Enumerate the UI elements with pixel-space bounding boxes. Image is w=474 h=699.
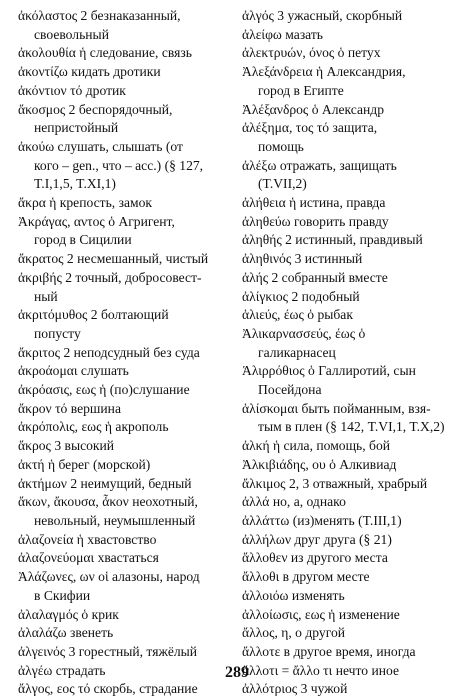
- entry-headline: ἀκόντιον τό дротик: [18, 82, 126, 98]
- dictionary-entry: [242, 306, 464, 325]
- dictionary-entry: [18, 418, 236, 437]
- entry-headline: ἁλιεύς, έως ὁ рыбак: [242, 307, 353, 323]
- dictionary-entry: [18, 400, 236, 419]
- entry-headline: ἀληθινός 3 истинный: [242, 251, 363, 267]
- dictionary-entry: [18, 250, 236, 269]
- dictionary-entry: [242, 587, 464, 606]
- entry-headline: ἀκρόπολις, εως ἡ акрополь: [18, 419, 169, 435]
- entry-headline: ἀλλότριος 3 чужой: [242, 681, 348, 697]
- dictionary-entry: [242, 400, 464, 437]
- dictionary-entry: [18, 606, 236, 625]
- entry-headline: ἀλαλάζω звенеть: [18, 625, 114, 641]
- entry-continuation: тым в плен (§ 142, T.VI,1, T.X,2): [258, 419, 445, 435]
- entry-headline: ἀλλά но, а, однако: [242, 494, 346, 510]
- dictionary-entry: [242, 549, 464, 568]
- entry-continuation: галикарнасец: [258, 344, 336, 360]
- entry-continuation: ный: [34, 288, 58, 304]
- dictionary-entry: [242, 606, 464, 625]
- dictionary-entry: [18, 306, 236, 343]
- dictionary-entry: [242, 643, 464, 662]
- entry-continuation: (T.VII,2): [258, 176, 307, 192]
- entry-headline: ἄκριτος 2 неподсудный без суда: [18, 344, 200, 360]
- entry-headline: ἄκρος 3 высокий: [18, 438, 115, 454]
- entry-headline: ἀκριτόμυθος 2 болтающий: [18, 307, 169, 323]
- dictionary-entry: [242, 101, 464, 120]
- dictionary-entry: [18, 680, 236, 699]
- entry-headline: Ἁλιρρόθιος ὁ Галлиротий, сын: [242, 363, 416, 379]
- dictionary-entry: [242, 157, 464, 194]
- dictionary-entry: [242, 512, 464, 531]
- entry-headline: ἀλλήλων друг друга (§ 21): [242, 531, 392, 547]
- dictionary-entry: [18, 213, 236, 250]
- entry-continuation: непристойный: [34, 120, 119, 136]
- entry-headline: ἀκτή ἡ берег (морской): [18, 456, 151, 472]
- entry-continuation: кого – gen., что – acc.) (§ 127,: [34, 157, 204, 173]
- entry-headline: ἀλλοιόω изменять: [242, 587, 345, 603]
- dictionary-entry: [242, 493, 464, 512]
- dictionary-entry: [18, 82, 236, 101]
- right-column: [242, 7, 464, 699]
- entry-headline: ἄλλοθεν из другого места: [242, 550, 388, 566]
- dictionary-entry: [242, 63, 464, 100]
- entry-headline: ἄλλοτι = ἄλλο τι нечто иное: [242, 662, 400, 678]
- dictionary-entry: [242, 194, 464, 213]
- entry-headline: ἄκρατος 2 несмешанный, чистый: [18, 251, 209, 267]
- entry-continuation: невольный, неумышленный: [34, 512, 196, 528]
- dictionary-entry: [242, 362, 464, 399]
- dictionary-entry: [242, 250, 464, 269]
- entry-headline: ἀλέξω отражать, защищать: [242, 157, 397, 173]
- entry-headline: ἀλαλαγμός ὁ крик: [18, 606, 119, 622]
- entry-headline: ἄλγος, εος τό скорбь, страдание: [18, 681, 198, 697]
- entry-continuation: своевольный: [34, 26, 109, 42]
- dictionary-entry: [18, 101, 236, 138]
- entry-headline: Ἀλεξάνδρεια ἡ Александрия,: [242, 64, 406, 80]
- dictionary-entry: [18, 475, 236, 494]
- entry-headline: ἀκολουθία ἡ следование, связь: [18, 45, 192, 61]
- dictionary-entry: [18, 63, 236, 82]
- dictionary-entry: [18, 437, 236, 456]
- dictionary-entry: [242, 231, 464, 250]
- dictionary-entry: [242, 213, 464, 232]
- entry-continuation: город в Сицилии: [34, 232, 132, 248]
- page-number: 289: [225, 664, 249, 681]
- entry-headline: ἀκόλαστος 2 безнаказанный,: [18, 8, 181, 23]
- entry-headline: ἄλλοτε в другое время, иногда: [242, 643, 416, 659]
- entry-headline: ἄκρον τό вершина: [18, 400, 121, 416]
- entry-headline: ἄκοσμος 2 беспорядочный,: [18, 101, 173, 117]
- entry-headline: ἀλήθεια ἡ истина, правда: [242, 195, 386, 211]
- dictionary-entry: [18, 194, 236, 213]
- dictionary-entry: [18, 531, 236, 550]
- entry-headline: ἄκρα ἡ крепость, замок: [18, 195, 153, 211]
- dictionary-entry: [18, 381, 236, 400]
- entry-headline: Ἀλικαρνασσεύς, έως ὁ: [242, 325, 366, 341]
- dictionary-entry: [242, 475, 464, 494]
- left-column: [18, 7, 236, 699]
- entry-headline: ἀλλοίωσις, εως ἡ изменение: [242, 606, 400, 622]
- dictionary-entry: [18, 7, 236, 44]
- entry-continuation: в Скифии: [34, 587, 91, 603]
- dictionary-entry: [18, 138, 236, 194]
- dictionary-entry: [18, 44, 236, 63]
- dictionary-entry: [18, 362, 236, 381]
- entry-headline: ἀκριβής 2 точный, добросовест-: [18, 269, 202, 285]
- entry-headline: ἀκτήμων 2 неимущий, бедный: [18, 475, 192, 491]
- entry-continuation: T.I,1,5, T.XI,1): [34, 176, 116, 192]
- entry-headline: ἄλλος, η, ο другой: [242, 625, 346, 641]
- entry-headline: ἄλκιμος 2, 3 отважный, храбрый: [242, 475, 428, 491]
- dictionary-entry: [242, 288, 464, 307]
- dictionary-entry: [18, 344, 236, 363]
- dictionary-entry: [242, 624, 464, 643]
- dictionary-entry: [242, 568, 464, 587]
- entry-headline: ἀκούω слушать, слышать (от: [18, 138, 183, 154]
- dictionary-entry: [242, 269, 464, 288]
- dictionary-entry: [242, 44, 464, 63]
- entry-headline: Ἀλκιβιάδης, ου ὁ Алкивиад: [242, 456, 397, 472]
- entry-headline: ἀληθεύω говорить правду: [242, 213, 389, 229]
- entry-headline: ἀκοντίζω кидать дротики: [18, 64, 161, 80]
- entry-continuation: город в Египте: [258, 82, 344, 98]
- dictionary-entry: [242, 7, 464, 26]
- entry-headline: ἀλγέω страдать: [18, 662, 106, 678]
- dictionary-entry: [242, 325, 464, 362]
- dictionary-entry: [18, 456, 236, 475]
- entry-headline: ἀλλάττω (из)менять (T.III,1): [242, 512, 402, 528]
- dictionary-entry: [242, 119, 464, 156]
- entry-headline: ἀλαζονεία ἡ хвастовство: [18, 531, 157, 547]
- dictionary-entry: [242, 437, 464, 456]
- dictionary-entry: [18, 549, 236, 568]
- entry-headline: ἀλείφω мазать: [242, 26, 324, 42]
- entry-headline: ἀλαζονεύομαι хвастаться: [18, 550, 159, 566]
- entry-continuation: помощь: [258, 138, 304, 154]
- entry-headline: ἀλκή ἡ сила, помощь, бой: [242, 438, 391, 454]
- entry-headline: ἀλεκτρυών, όνος ὁ петух: [242, 45, 381, 61]
- entry-continuation: Посейдона: [258, 382, 322, 398]
- dictionary-entry: [18, 493, 236, 530]
- entry-headline: ἄκων, ἄκουσα, ἆκον неохотный,: [18, 494, 198, 510]
- dictionary-entry: [242, 26, 464, 45]
- dictionary-entry: [242, 680, 464, 699]
- entry-headline: ἀκρόασις, εως ἡ (по)слушание: [18, 382, 190, 398]
- entry-headline: ἀληθής 2 истинный, правдивый: [242, 232, 423, 248]
- entry-headline: Ἀκράγας, αντος ὁ Агригент,: [18, 213, 175, 229]
- entry-headline: Ἀλάζωνες, ων οἱ алазоны, народ: [18, 569, 200, 585]
- dictionary-entry: [242, 456, 464, 475]
- dictionary-entry: [18, 269, 236, 306]
- entry-headline: Ἀλέξανδρος ὁ Александр: [242, 101, 385, 117]
- dictionary-entry: [242, 531, 464, 550]
- dictionary-entry: [18, 643, 236, 662]
- entry-headline: ἀλγός 3 ужасный, скорбный: [242, 8, 403, 23]
- entry-headline: ἁλίσκομαι быть пойманным, взя-: [242, 400, 431, 416]
- entry-headline: ἄλλοθι в другом месте: [242, 569, 370, 585]
- entry-headline: ἀλέξημα, τος τό защита,: [242, 120, 378, 136]
- dictionary-entry: [18, 624, 236, 643]
- entry-headline: ἀλίγκιος 2 подобный: [242, 288, 360, 304]
- dictionary-entry: [18, 568, 236, 605]
- entry-continuation: попусту: [34, 325, 81, 341]
- entry-headline: ἀλγεινός 3 горестный, тяжёлый: [18, 643, 198, 659]
- entry-headline: ἀκροάομαι слушать: [18, 363, 129, 379]
- entry-headline: ἀλής 2 собранный вместе: [242, 269, 388, 285]
